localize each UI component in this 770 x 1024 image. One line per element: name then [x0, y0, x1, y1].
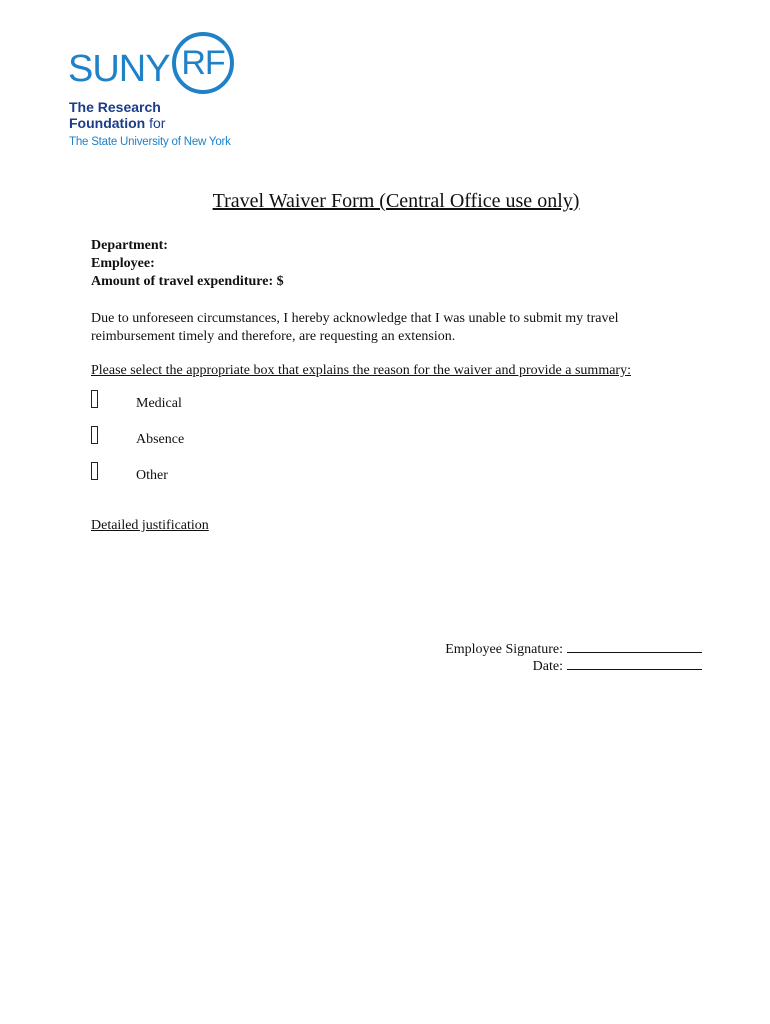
option-other-label: Other — [136, 468, 168, 483]
logo-line-university: The State University of New York — [69, 136, 231, 148]
checkbox-other[interactable] — [91, 462, 98, 480]
logo-foundation-text: Foundation — [69, 115, 146, 131]
acknowledgement-statement: Due to unforeseen circumstances, I hereby acknowledge that I was unable to submit my travel reimbursement timely and therefore, are requesting an extension. — [91, 311, 619, 344]
signature-line[interactable] — [567, 640, 702, 653]
option-medical-label: Medical — [136, 396, 182, 411]
amount-label: Amount of travel expenditure: $ — [91, 274, 284, 289]
logo-rf-text: RF — [181, 43, 225, 82]
logo-line-foundation — [69, 116, 165, 130]
form-info-block — [91, 237, 284, 291]
suny-rf-logo — [68, 32, 248, 150]
selection-instruction: Please select the appropriate box that explains the reason for the waiver and provide a summary: — [91, 363, 631, 378]
employee-label: Employee: — [91, 256, 155, 271]
department-label: Department: — [91, 238, 168, 253]
date-line[interactable] — [567, 657, 702, 670]
logo-rf-circle — [172, 32, 234, 94]
checkbox-absence[interactable] — [91, 426, 98, 444]
logo-suny-text: SUNY — [68, 48, 170, 90]
signature-field[interactable] — [445, 640, 702, 658]
checkbox-medical[interactable] — [91, 390, 98, 408]
justification-label: Detailed justification — [91, 518, 209, 533]
logo-line-research: The Research — [69, 99, 161, 115]
option-absence-label: Absence — [136, 432, 185, 447]
logo-for-text: for — [149, 115, 166, 131]
date-label: Date: — [532, 659, 563, 674]
date-field[interactable] — [533, 657, 702, 675]
form-title: Travel Waiver Form (Central Office use only) — [212, 190, 580, 212]
signature-label: Employee Signature: — [445, 642, 563, 657]
